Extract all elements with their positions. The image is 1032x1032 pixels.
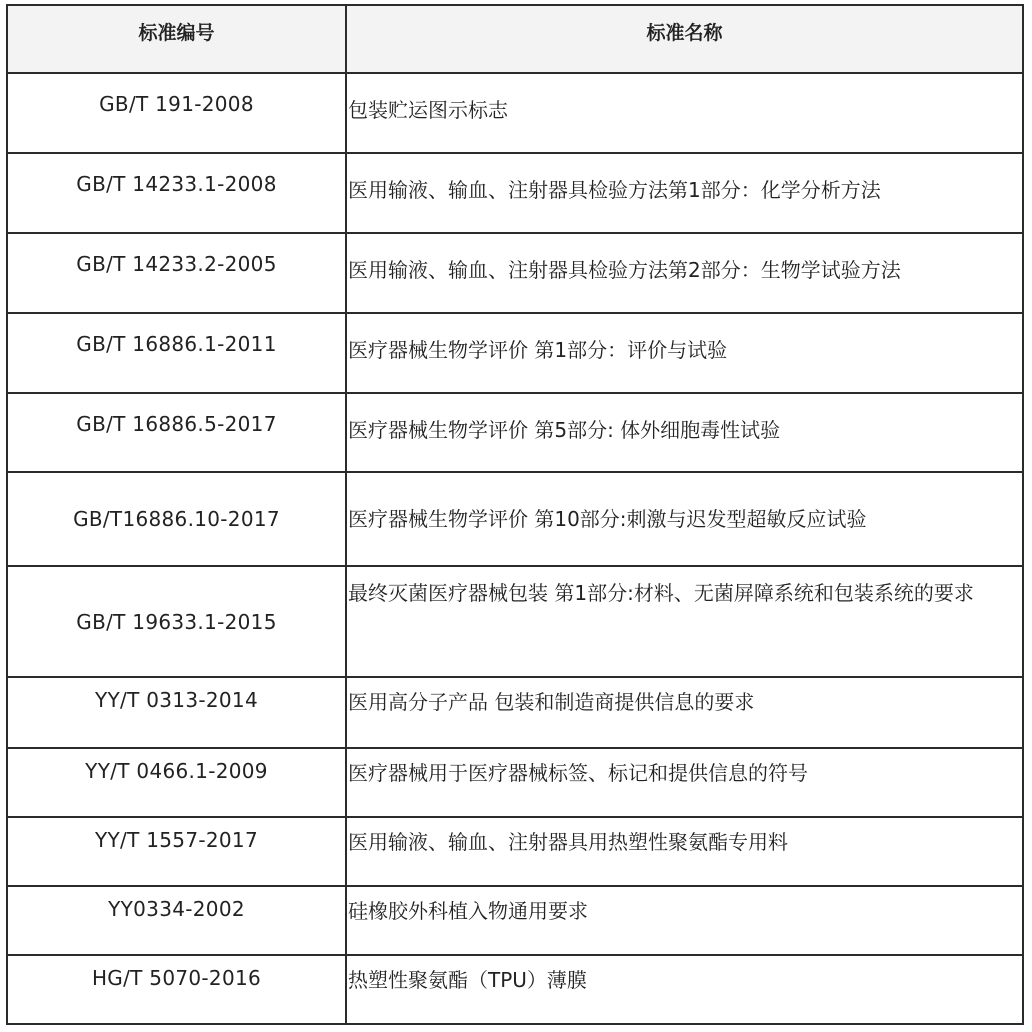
standard-code: YY/T 1557-2017 [7,817,346,886]
standard-name: 热塑性聚氨酯（TPU）薄膜 [346,955,1023,1024]
table-row [7,566,1023,677]
table-row [7,313,1023,393]
standard-name: 医用输液、输血、注射器具用热塑性聚氨酯专用料 [346,817,1023,886]
table-row [7,233,1023,313]
standard-code: GB/T 191-2008 [7,73,346,153]
standard-code: GB/T 16886.5-2017 [7,393,346,472]
header-row [7,5,1023,73]
standard-code: GB/T 19633.1-2015 [7,566,346,677]
table-row [7,955,1023,1024]
standard-name: 医疗器械生物学评价 第5部分: 体外细胞毒性试验 [346,393,1023,472]
table-row [7,73,1023,153]
standard-name: 医用输液、输血、注射器具检验方法第2部分：生物学试验方法 [346,233,1023,313]
standard-name: 医疗器械生物学评价 第1部分：评价与试验 [346,313,1023,393]
standard-code: GB/T16886.10-2017 [7,472,346,566]
standard-name: 医疗器械用于医疗器械标签、标记和提供信息的符号 [346,748,1023,817]
header-standard-code: 标准编号 [7,5,346,73]
standard-code: GB/T 16886.1-2011 [7,313,346,393]
table-row [7,817,1023,886]
standards-table [6,4,1024,1025]
standard-code: GB/T 14233.1-2008 [7,153,346,233]
standard-name: 医疗器械生物学评价 第10部分:刺激与迟发型超敏反应试验 [346,472,1023,566]
standard-name: 最终灭菌医疗器械包装 第1部分:材料、无菌屏障系统和包装系统的要求 [346,566,1023,677]
table-row [7,677,1023,748]
table-row [7,886,1023,955]
standard-code: YY/T 0466.1-2009 [7,748,346,817]
standard-name: 包装贮运图示标志 [346,73,1023,153]
standard-name: 医用输液、输血、注射器具检验方法第1部分：化学分析方法 [346,153,1023,233]
table-row [7,153,1023,233]
header-standard-name: 标准名称 [346,5,1023,73]
standard-name: 医用高分子产品 包装和制造商提供信息的要求 [346,677,1023,748]
standard-code: YY/T 0313-2014 [7,677,346,748]
standard-name: 硅橡胶外科植入物通用要求 [346,886,1023,955]
table-row [7,748,1023,817]
standard-code: GB/T 14233.2-2005 [7,233,346,313]
standard-code: HG/T 5070-2016 [7,955,346,1024]
table-row [7,472,1023,566]
table-row [7,393,1023,472]
standard-code: YY0334-2002 [7,886,346,955]
